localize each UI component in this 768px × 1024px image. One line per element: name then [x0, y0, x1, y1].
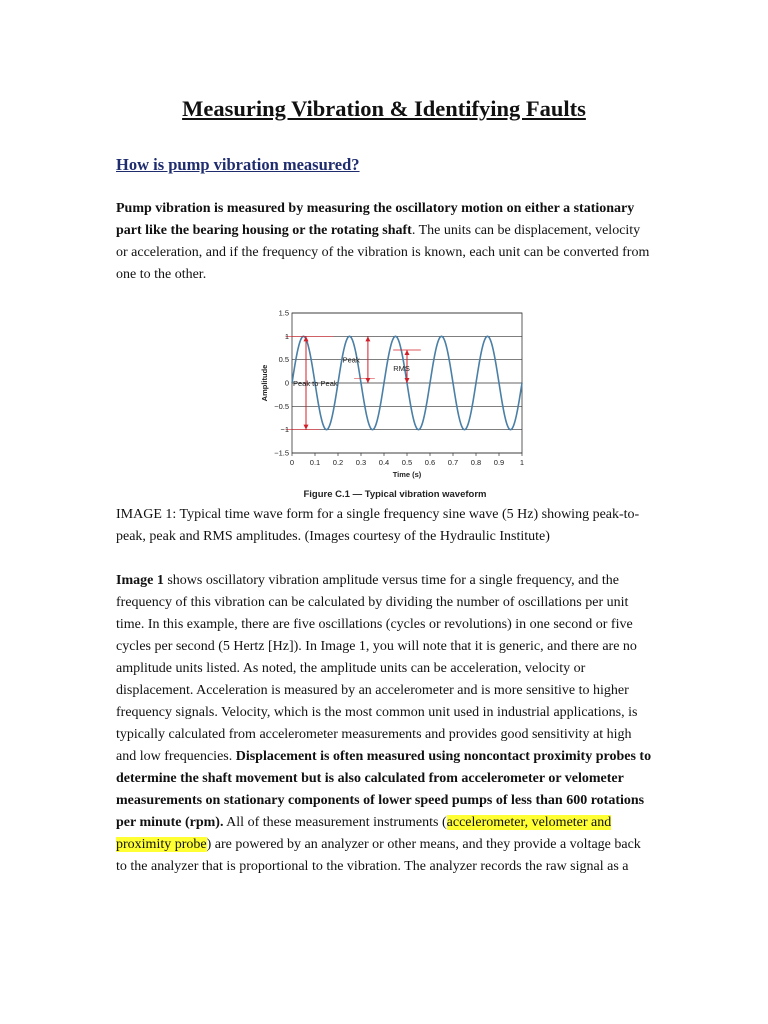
- body-text-2: All of these measurement instruments (: [223, 815, 447, 830]
- y-tick-label: −1.5: [274, 448, 289, 458]
- body-text-3: ) are powered by an analyzer or other means, and they provide a voltage back to the analyzer that is proportional to the vibration. The analyzer records the raw signal as a: [116, 837, 641, 874]
- x-tick-label: 0.2: [332, 458, 344, 467]
- x-tick-label: 0.8: [470, 458, 482, 467]
- x-tick-label: 0.1: [309, 458, 321, 467]
- body-paragraph: [116, 570, 652, 878]
- x-tick-label: 1: [519, 458, 525, 467]
- y-tick-label: 1: [284, 331, 289, 341]
- intro-paragraph: [116, 198, 652, 286]
- x-tick-label: 0.6: [424, 458, 436, 467]
- intro-text: . The units can be displacement, velocity or acceleration, and if the frequency of the vibration is known, each unit can be converted from one to the other.: [116, 223, 650, 282]
- y-axis-label: Amplitude: [260, 364, 269, 402]
- y-tick-label: 0: [284, 378, 289, 388]
- section-heading: How is pump vibration measured?: [116, 155, 360, 174]
- peak-arrow-head-bottom: [365, 378, 370, 383]
- y-tick-label: −1: [280, 425, 289, 435]
- highlighted-text: accelerometer, velometer and proximity probe: [116, 815, 612, 852]
- y-tick-label: −0.5: [274, 401, 289, 411]
- body-bold-text: Displacement is often measured using noncontact proximity probes to determine the shaft movement but is also calculated from accelerometer or velometer measurements on stationary components of lower speed pumps of less than 600 rotations per minute (rpm).: [116, 749, 652, 830]
- x-tick-label: 0.5: [401, 458, 413, 467]
- x-tick-label: 0.4: [378, 458, 390, 467]
- waveform-chart: [254, 305, 530, 501]
- x-axis-label: Time (s): [392, 470, 422, 479]
- page-title: Measuring Vibration & Identifying Faults: [182, 96, 586, 121]
- rms-arrow-head-bottom: [405, 378, 410, 383]
- vibration-waveform-figure: [254, 305, 530, 501]
- x-tick-label: 0.9: [493, 458, 505, 467]
- peak-label: Peak: [342, 355, 360, 365]
- rms-label: RMS: [393, 364, 410, 373]
- peak-to-peak-label: Peak to Peak: [293, 379, 338, 388]
- peak-arrow-head-top: [365, 336, 370, 341]
- peak-to-peak-arrow-head-bottom: [304, 425, 309, 430]
- image-reference: Image 1: [116, 573, 164, 588]
- rms-arrow-head-top: [405, 350, 410, 355]
- y-tick-label: 1.5: [278, 308, 289, 318]
- figure-title: Figure C.1 — Typical vibration waveform: [303, 489, 487, 500]
- body-text-1: shows oscillatory vibration amplitude versus time for a single frequency, and the frequency of this vibration can be calculated by dividing the number of oscillations per unit time. In this example, there are five oscillations (cycles or revolutions) in one second or five cycles per second (5 Hertz [Hz]). In Image 1, you will note that it is generic, and there are no amplitude units listed. As noted, the amplitude units can be acceleration, velocity or displacement. Acceleration is measured by an accelerometer and is more sensitive to higher frequency signals. Velocity, which is the most common unit used in industrial applications, is typically calculated from accelerometer measurements and provides good sensitivity at high and low frequencies.: [116, 573, 638, 764]
- intro-bold-text: Pump vibration is measured by measuring the oscillatory motion on either a stationary part like the bearing housing or the rotating shaft: [116, 201, 635, 238]
- x-tick-label: 0: [289, 458, 295, 467]
- image-caption: IMAGE 1: Typical time wave form for a single frequency sine wave (5 Hz) showing peak-to-peak, peak and RMS amplitudes. (Images courtesy of the Hydraulic Institute): [116, 507, 640, 544]
- x-tick-label: 0.7: [447, 458, 459, 467]
- y-tick-label: 0.5: [278, 355, 289, 365]
- x-tick-label: 0.3: [355, 458, 367, 467]
